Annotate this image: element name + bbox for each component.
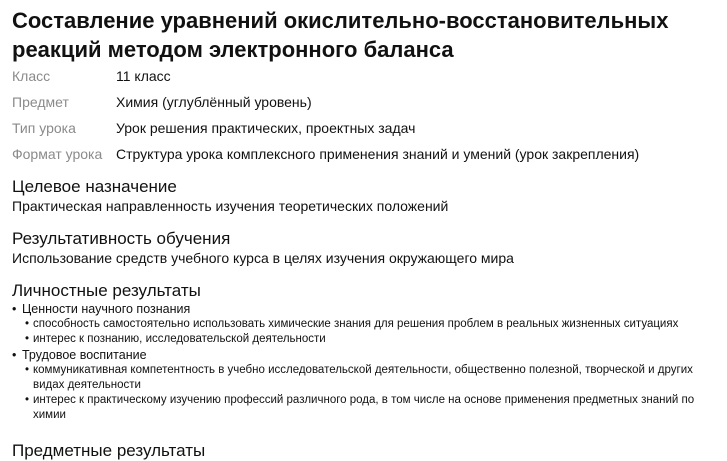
section-heading: Целевое назначение <box>12 177 177 196</box>
section-text: Практическая направленность изучения теоретических положений <box>12 198 449 214</box>
meta-key: Формат урока <box>12 146 103 162</box>
personal-results-section <box>12 280 723 423</box>
list-item: • Трудовое воспитание <box>12 347 723 363</box>
section-heading: Результативность обучения <box>12 229 231 248</box>
sub-list-item: • интерес к практическому изучению профессий различного рода, в том числе на основе применения предметных знаний по химии <box>12 393 723 423</box>
sub-list-item: • способность самостоятельно использовать химические знания для решения проблем в реальных жизненных ситуациях <box>12 317 723 332</box>
meta-row-class <box>12 66 639 92</box>
meta-row-lesson-type <box>12 118 639 144</box>
section-text: Использование средств учебного курса в целях изучения окружающего мира <box>12 250 514 266</box>
effectiveness-section <box>12 228 514 267</box>
meta-key: Класс <box>12 68 51 84</box>
meta-value: 11 класс <box>116 68 171 84</box>
meta-key: Предмет <box>12 94 69 110</box>
lesson-meta <box>12 66 639 170</box>
sub-list-item: • коммуникативная компетентность в учебно исследовательской деятельности, общественно полезной, творческой и других видах деятельности <box>12 363 723 393</box>
meta-value: Урок решения практических, проектных задач <box>116 120 416 136</box>
sub-list-item: • интерес к познанию, исследовательской деятельности <box>12 332 723 347</box>
meta-value: Структура урока комплексного применения знаний и умений (урок закрепления) <box>116 146 640 162</box>
meta-row-lesson-format <box>12 144 639 170</box>
page-title: Составление уравнений окислительно-восстановительных реакций методом электронного баланса <box>12 8 669 62</box>
meta-key: Тип урока <box>12 120 76 136</box>
meta-value: Химия (углублённый уровень) <box>116 94 312 110</box>
meta-row-subject <box>12 92 639 118</box>
purpose-section <box>12 176 448 215</box>
section-heading: Предметные результаты <box>12 441 206 460</box>
list-item: • Ценности научного познания <box>12 301 723 317</box>
section-heading: Личностные результаты <box>12 281 201 300</box>
subject-results-section <box>12 440 205 461</box>
